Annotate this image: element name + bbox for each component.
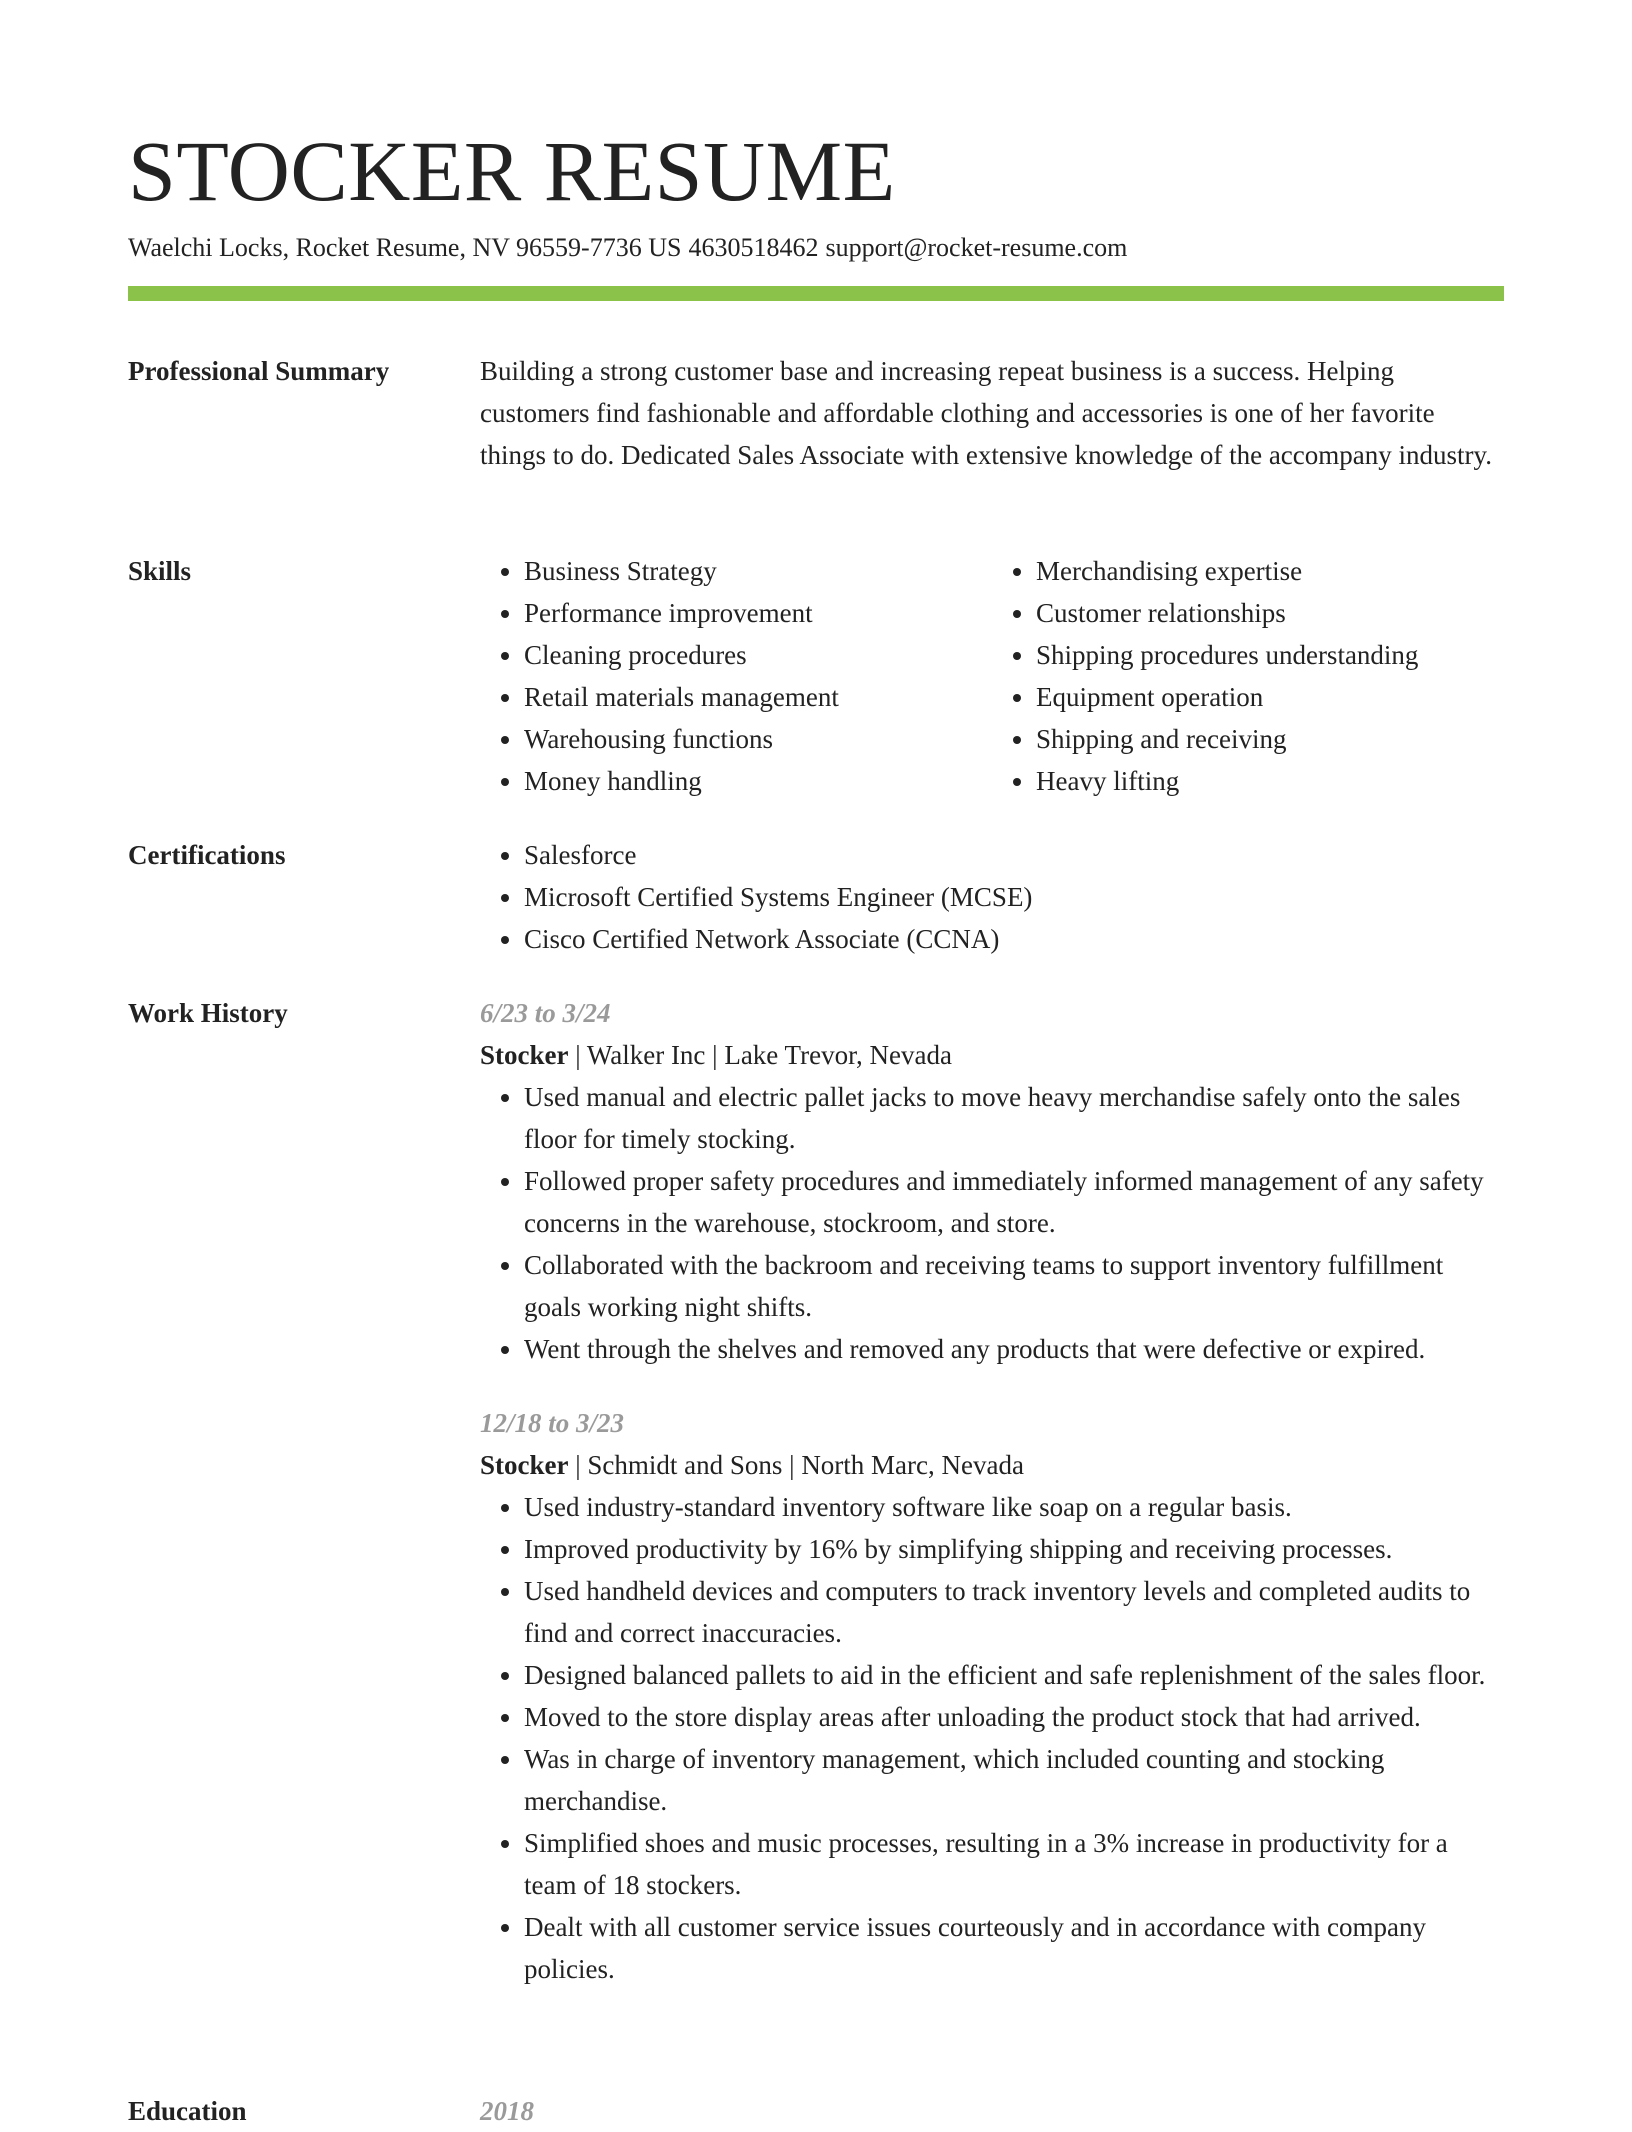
job-dates: 12/18 to 3/23 bbox=[480, 1408, 625, 1438]
job-location: North Marc, Nevada bbox=[801, 1450, 1024, 1480]
skill-item: • Performance improvement bbox=[524, 592, 992, 634]
job-separator: | bbox=[575, 1450, 581, 1480]
job-entry bbox=[480, 992, 1504, 1370]
job-duty: • Went through the shelves and removed any products that were defective or expired. bbox=[524, 1328, 1504, 1370]
job-duties-list bbox=[480, 1076, 1504, 1370]
job-separator: | bbox=[712, 1040, 718, 1070]
skill-item: • Equipment operation bbox=[1036, 676, 1504, 718]
skill-item: • Shipping procedures understanding bbox=[1036, 634, 1504, 676]
skills-list-left bbox=[480, 550, 992, 802]
job-title-line bbox=[480, 1444, 1504, 1486]
contact-line bbox=[128, 230, 1127, 266]
certification-item: • Microsoft Certified Systems Engineer (MCSE) bbox=[524, 876, 1504, 918]
skill-item: • Money handling bbox=[524, 760, 992, 802]
job-duty: • Moved to the store display areas after unloading the product stock that had arrived. bbox=[524, 1696, 1504, 1738]
certification-item: • Salesforce bbox=[524, 834, 1504, 876]
contact-phone: 4630518462 bbox=[688, 233, 819, 262]
skill-item: • Shipping and receiving bbox=[1036, 718, 1504, 760]
job-company: Walker Inc bbox=[586, 1040, 706, 1070]
job-duty: • Followed proper safety procedures and immediately informed management of any safety concerns in the warehouse, stockroom, and store. bbox=[524, 1160, 1504, 1244]
skill-item: • Business Strategy bbox=[524, 550, 992, 592]
job-location: Lake Trevor, Nevada bbox=[724, 1040, 952, 1070]
work-history-heading: Work History bbox=[128, 998, 288, 1028]
certification-item: • Cisco Certified Network Associate (CCNA) bbox=[524, 918, 1504, 960]
job-duty: • Used handheld devices and computers to track inventory levels and completed audits to find and correct inaccuracies. bbox=[524, 1570, 1504, 1654]
job-duty: • Used industry-standard inventory software like soap on a regular basis. bbox=[524, 1486, 1504, 1528]
summary-heading: Professional Summary bbox=[128, 356, 390, 386]
job-duties-list bbox=[480, 1486, 1504, 1990]
job-duty: • Dealt with all customer service issues courteously and in accordance with company policies. bbox=[524, 1906, 1504, 1990]
skill-item: • Warehousing functions bbox=[524, 718, 992, 760]
accent-divider bbox=[128, 286, 1504, 301]
education-date: 2018 bbox=[480, 2096, 534, 2126]
skill-item: • Heavy lifting bbox=[1036, 760, 1504, 802]
job-company: Schmidt and Sons bbox=[587, 1450, 783, 1480]
certifications-heading: Certifications bbox=[128, 840, 286, 870]
job-dates: 6/23 to 3/24 bbox=[480, 998, 611, 1028]
job-duty: • Collaborated with the backroom and receiving teams to support inventory fulfillment goals working night shifts. bbox=[524, 1244, 1504, 1328]
job-title: Stocker bbox=[480, 1040, 569, 1070]
job-title-line bbox=[480, 1034, 1504, 1076]
skills-heading: Skills bbox=[128, 556, 192, 586]
resume-title: STOCKER RESUME bbox=[128, 123, 896, 219]
contact-address: Waelchi Locks, Rocket Resume, NV 96559-7736 US bbox=[128, 233, 682, 262]
skill-item: • Cleaning procedures bbox=[524, 634, 992, 676]
job-entry bbox=[480, 1402, 1504, 1990]
job-separator: | bbox=[789, 1450, 795, 1480]
certifications-list bbox=[480, 834, 1504, 960]
contact-email: support@rocket-resume.com bbox=[825, 233, 1128, 262]
skill-item: • Retail materials management bbox=[524, 676, 992, 718]
job-duty: • Was in charge of inventory management, which included counting and stocking merchandise. bbox=[524, 1738, 1504, 1822]
education-heading: Education bbox=[128, 2096, 247, 2126]
job-duty: • Simplified shoes and music processes, resulting in a 3% increase in productivity for a team of 18 stockers. bbox=[524, 1822, 1504, 1906]
summary-text: Building a strong customer base and increasing repeat business is a success. Helping customers find fashionable and affordable clothing and accessories is one of her favorite things to do. Dedicated Sales Associate with extensive knowledge of the accompany industry. bbox=[480, 356, 1493, 470]
skills-list-right bbox=[992, 550, 1504, 802]
job-separator: | bbox=[575, 1040, 581, 1070]
job-duty: • Improved productivity by 16% by simplifying shipping and receiving processes. bbox=[524, 1528, 1504, 1570]
job-duty: • Designed balanced pallets to aid in the efficient and safe replenishment of the sales floor. bbox=[524, 1654, 1504, 1696]
job-title: Stocker bbox=[480, 1450, 569, 1480]
skill-item: • Merchandising expertise bbox=[1036, 550, 1504, 592]
job-duty: • Used manual and electric pallet jacks to move heavy merchandise safely onto the sales floor for timely stocking. bbox=[524, 1076, 1504, 1160]
skill-item: • Customer relationships bbox=[1036, 592, 1504, 634]
